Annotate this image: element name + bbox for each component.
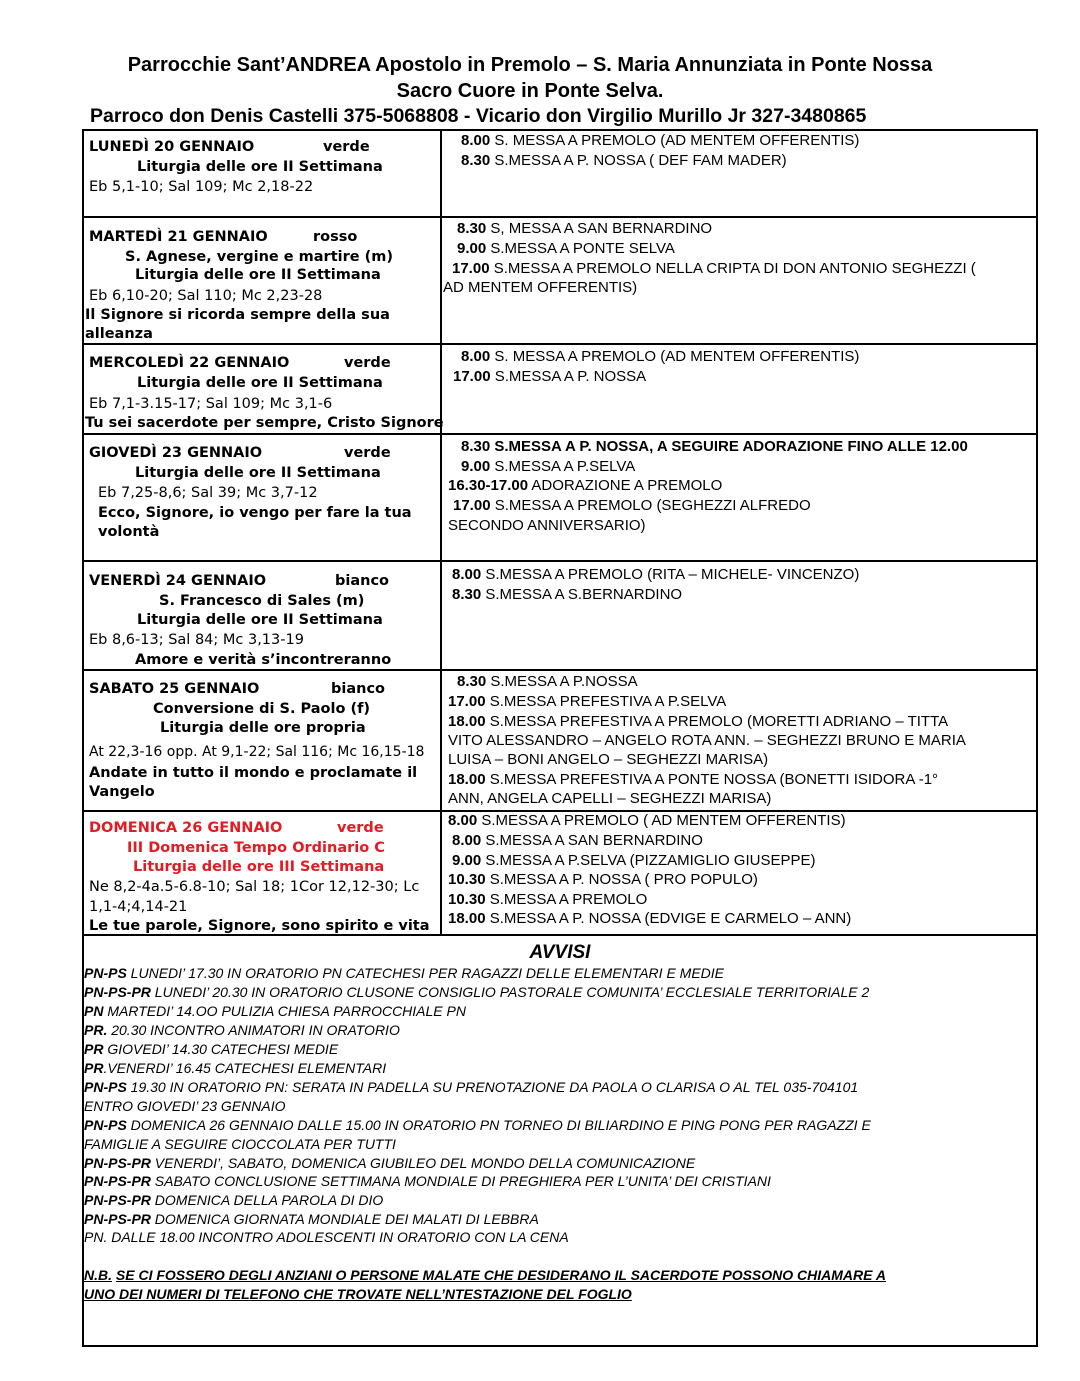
psalm-response: Vangelo (89, 784, 155, 800)
column-divider (440, 129, 442, 936)
notice-item: PN MARTEDI’ 14.OO PULIZIA CHIESA PARROCCHIALE PN (84, 1003, 466, 1019)
day-name: LUNEDÌ 20 GENNAIO (89, 139, 255, 155)
sunday-title: III Domenica Tempo Ordinario C (127, 840, 385, 856)
liturgy-week: Liturgia delle ore II Settimana (137, 159, 383, 175)
liturgy-week: Liturgia delle ore propria (160, 720, 366, 736)
mass-entry: 10.30 S.MESSA A P. NOSSA ( PRO POPULO) (448, 871, 758, 888)
mass-entry: 8.30 S.MESSA A P.NOSSA (457, 673, 638, 690)
readings: Eb 8,6-13; Sal 84; Mc 3,13-19 (89, 632, 304, 648)
psalm-response: Le tue parole, Signore, sono spirito e vita (89, 918, 430, 934)
notice-item: PN-PS-PR DOMENICA GIORNATA MONDIALE DEI MALATI DI LEBBRA (84, 1211, 539, 1227)
mass-entry: AD MENTEM OFFERENTIS) (443, 279, 638, 296)
mass-entry: 17.00 S.MESSA A PREMOLO (SEGHEZZI ALFREDO (453, 497, 811, 514)
psalm-response: Andate in tutto il mondo e proclamate il (89, 765, 418, 781)
mass-entry: 8.00 S. MESSA A PREMOLO (AD MENTEM OFFERENTIS) (461, 348, 860, 365)
mass-entry: 18.00 S.MESSA A P. NOSSA (EDVIGE E CARMELO – ANN) (448, 910, 852, 927)
liturgy-week: Liturgia delle ore III Settimana (133, 859, 385, 875)
liturgical-color: verde (344, 355, 391, 371)
mass-entry: 10.30 S.MESSA A PREMOLO (448, 891, 648, 908)
notice-item: PN-PS-PR VENERDI’, SABATO, DOMENICA GIUBILEO DEL MONDO DELLA COMUNICAZIONE (84, 1155, 696, 1171)
mass-entry: 9.00 S.MESSA A P.SELVA (PIZZAMIGLIO GIUSEPPE) (452, 852, 816, 869)
saint-feast: S. Agnese, vergine e martire (m) (125, 249, 393, 265)
notices-title: AVVISI (529, 942, 591, 963)
nb-note-continued: UNO DEI NUMERI DI TELEFONO CHE TROVATE NELL’NTESTAZIONE DEL FOGLIO (84, 1286, 632, 1302)
mass-entry: 8.30 S.MESSA A S.BERNARDINO (452, 586, 683, 603)
clergy-contacts: Parroco don Denis Castelli 375-5068808 - Vicario don Virgilio Murillo Jr 327-3480865 (90, 105, 867, 127)
row-divider (82, 343, 1038, 345)
mass-entry: 17.00 S.MESSA PREFESTIVA A P.SELVA (448, 693, 727, 710)
notice-item: ENTRO GIOVEDI’ 23 GENNAIO (84, 1098, 286, 1114)
liturgical-color: bianco (335, 573, 390, 589)
mass-entry: 17.00 S.MESSA A PREMOLO NELLA CRIPTA DI DON ANTONIO SEGHEZZI ( (452, 260, 976, 277)
liturgy-week: Liturgia delle ore II Settimana (137, 612, 383, 628)
notice-item: PN-PS-PR LUNEDI’ 20.30 IN ORATORIO CLUSONE CONSIGLIO PASTORALE COMUNITA’ ECCLESIALE TERRITORIALE 2 (84, 984, 870, 1000)
day-name: MARTEDÌ 21 GENNAIO (89, 229, 268, 245)
day-name: DOMENICA 26 GENNAIO (89, 820, 283, 836)
notice-item: PR GIOVEDI’ 14.30 CATECHESI MEDIE (84, 1041, 339, 1057)
psalm-response: Tu sei sacerdote per sempre, Cristo Signore (85, 415, 444, 431)
parish-subtitle: Sacro Cuore in Ponte Selva. (396, 80, 664, 102)
liturgical-color: verde (344, 445, 391, 461)
readings: At 22,3-16 opp. At 9,1-22; Sal 116; Mc 16,15-18 (89, 744, 425, 760)
readings: Eb 5,1-10; Sal 109; Mc 2,18-22 (89, 179, 314, 195)
liturgical-color: rosso (313, 229, 358, 245)
mass-entry: ANN, ANGELA CAPELLI – SEGHEZZI MARISA) (448, 790, 772, 807)
readings: 1,1-4;4,14-21 (89, 899, 188, 915)
liturgical-color: verde (337, 820, 384, 836)
row-divider (82, 433, 1038, 435)
mass-entry: 8.00 S.MESSA A SAN BERNARDINO (452, 832, 703, 849)
liturgy-week: Liturgia delle ore II Settimana (135, 267, 381, 283)
mass-entry: 8.30 S.MESSA A P. NOSSA, A SEGUIRE ADORAZIONE FINO ALLE 12.00 (461, 438, 968, 455)
mass-entry: 18.00 S.MESSA PREFESTIVA A PONTE NOSSA (BONETTI ISIDORA -1° (448, 771, 939, 788)
psalm-response: Il Signore si ricorda sempre della sua (85, 307, 390, 323)
psalm-response: volontà (98, 524, 160, 540)
readings: Eb 6,10-20; Sal 110; Mc 2,23-28 (89, 288, 323, 304)
readings: Eb 7,25-8,6; Sal 39; Mc 3,7-12 (98, 485, 318, 501)
notice-item: PN-PS-PR DOMENICA DELLA PAROLA DI DIO (84, 1192, 384, 1208)
day-name: VENERDÌ 24 GENNAIO (89, 573, 267, 589)
mass-entry: SECONDO ANNIVERSARIO) (448, 517, 646, 534)
notice-item: FAMIGLIE A SEGUIRE CIOCCOLATA PER TUTTI (84, 1136, 396, 1152)
notice-item: PR. 20.30 INCONTRO ANIMATORI IN ORATORIO (84, 1022, 400, 1038)
mass-entry: VITO ALESSANDRO – ANGELO ROTA ANN. – SEGHEZZI BRUNO E MARIA (448, 732, 966, 749)
mass-entry: 8.30 S, MESSA A SAN BERNARDINO (457, 220, 713, 237)
psalm-response: Amore e verità s’incontreranno (135, 652, 392, 668)
mass-entry: 8.00 S.MESSA A PREMOLO (RITA – MICHELE- VINCENZO) (452, 566, 860, 583)
mass-entry: 8.30 S.MESSA A P. NOSSA ( DEF FAM MADER) (461, 152, 787, 169)
saint-feast: S. Francesco di Sales (m) (159, 593, 365, 609)
psalm-response: alleanza (85, 326, 153, 342)
day-name: MERCOLEDÌ 22 GENNAIO (89, 355, 290, 371)
readings: Ne 8,2-4a.5-6.8-10; Sal 18; 1Cor 12,12-30; Lc (89, 879, 420, 895)
notice-item: PN-PS 19.30 IN ORATORIO PN: SERATA IN PADELLA SU PRENOTAZIONE DA PAOLA O CLARISA O AL TEL 035-704101 (84, 1079, 859, 1095)
liturgical-color: bianco (331, 681, 386, 697)
mass-entry: 18.00 S.MESSA PREFESTIVA A PREMOLO (MORETTI ADRIANO – TITTA (448, 713, 949, 730)
mass-entry: 9.00 S.MESSA A P.SELVA (461, 458, 636, 475)
psalm-response: Ecco, Signore, io vengo per fare la tua (98, 505, 412, 521)
row-divider (82, 560, 1038, 562)
saint-feast: Conversione di S. Paolo (f) (153, 701, 371, 717)
mass-entry: 9.00 S.MESSA A PONTE SELVA (457, 240, 675, 257)
notice-item: PN-PS-PR SABATO CONCLUSIONE SETTIMANA MONDIALE DI PREGHIERA PER L’UNITA’ DEI CRISTIANI (84, 1173, 771, 1189)
parish-title: Parrocchie Sant’ANDREA Apostolo in Premolo – S. Maria Annunziata in Ponte Nossa (127, 54, 933, 76)
mass-entry: LUISA – BONI ANGELO – SEGHEZZI MARISA) (448, 751, 769, 768)
row-divider (82, 216, 1038, 218)
liturgical-color: verde (323, 139, 370, 155)
notice-item: PR.VENERDI’ 16.45 CATECHESI ELEMENTARI (84, 1060, 387, 1076)
day-name: SABATO 25 GENNAIO (89, 681, 260, 697)
notice-item: PN-PS LUNEDI’ 17.30 IN ORATORIO PN CATECHESI PER RAGAZZI DELLE ELEMENTARI E MEDIE (84, 965, 725, 981)
nb-note: N.B. SE CI FOSSERO DEGLI ANZIANI O PERSONE MALATE CHE DESIDERANO IL SACERDOTE POSSONO CHIAMARE A (84, 1267, 886, 1283)
mass-entry: 8.00 S.MESSA A PREMOLO ( AD MENTEM OFFERENTIS) (448, 812, 846, 829)
liturgy-week: Liturgia delle ore II Settimana (135, 465, 381, 481)
liturgy-week: Liturgia delle ore II Settimana (137, 375, 383, 391)
notice-item: PN-PS DOMENICA 26 GENNAIO DALLE 15.00 IN ORATORIO PN TORNEO DI BILIARDINO E PING PONG PER RAGAZZI E (84, 1117, 871, 1133)
notice-item: PN. DALLE 18.00 INCONTRO ADOLESCENTI IN ORATORIO CON LA CENA (84, 1229, 569, 1245)
mass-entry: 16.30-17.00 ADORAZIONE A PREMOLO (448, 477, 723, 494)
mass-entry: 8.00 S. MESSA A PREMOLO (AD MENTEM OFFERENTIS) (461, 132, 860, 149)
day-name: GIOVEDÌ 23 GENNAIO (89, 445, 263, 461)
readings: Eb 7,1-3.15-17; Sal 109; Mc 3,1-6 (89, 396, 333, 412)
mass-entry: 17.00 S.MESSA A P. NOSSA (453, 368, 647, 385)
